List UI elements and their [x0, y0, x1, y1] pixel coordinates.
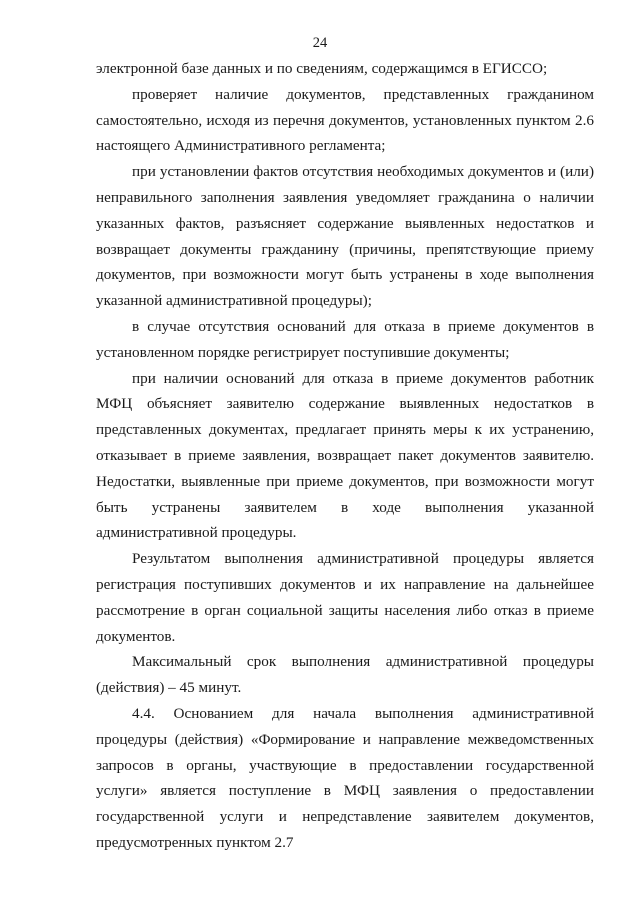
paragraph-register-documents: в случае отсутствия оснований для отказа в приеме документов в установленном порядке регистрирует поступившие документы; — [96, 317, 594, 361]
page-number: 24 — [312, 35, 328, 51]
paragraph-check-documents: проверяет наличие документов, представленных гражданином самостоятельно, исходя из перечня документов, установленных пунктом 2.6 настоящего Административного регламента; — [96, 85, 594, 155]
paragraph-egisso-continuation: электронной базе данных и по сведениям, содержащимся в ЕГИССО; — [96, 60, 548, 77]
paragraph-section-4-4: 4.4. Основанием для начала выполнения административной процедуры (действия) «Формирование и направление межведомственных запросов в органы, участвующие в предоставлении государственной услуги» является поступление в МФЦ заявления о предоставлении государственной услуги и непредставление заявителем документов, предусмотренных пунктом 2.7 — [96, 704, 594, 851]
document-body — [96, 56, 594, 856]
paragraph-refusal-grounds: при наличии оснований для отказа в приеме документов работник МФЦ объясняет заявителю содержание выявленных недостатков в представленных документах, предлагает принять меры к их устранению, отказывает в приеме заявления, возвращает пакет документов заявителю. Недостатки, выявленные при приеме документов, при возможности могут быть устранены заявителем в ходе выполнения указанной административной процедуры. — [96, 369, 594, 542]
paragraph-procedure-result: Результатом выполнения административной процедуры является регистрация поступивших документов и их направление на дальнейшее рассмотрение в орган социальной защиты населения либо отказ в приеме документов. — [96, 550, 594, 645]
paragraph-maximum-term: Максимальный срок выполнения административной процедуры (действия) – 45 минут. — [96, 653, 594, 697]
paragraph-missing-documents: при установлении фактов отсутствия необходимых документов и (или) неправильного заполнения заявления уведомляет гражданина о наличии указанных фактов, разъясняет содержание выявленных недостатков и возвращает документы гражданину (причины, препятствующие приему документов, при возможности могут быть устранены в ходе выполнения указанной административной процедуры); — [96, 163, 594, 310]
